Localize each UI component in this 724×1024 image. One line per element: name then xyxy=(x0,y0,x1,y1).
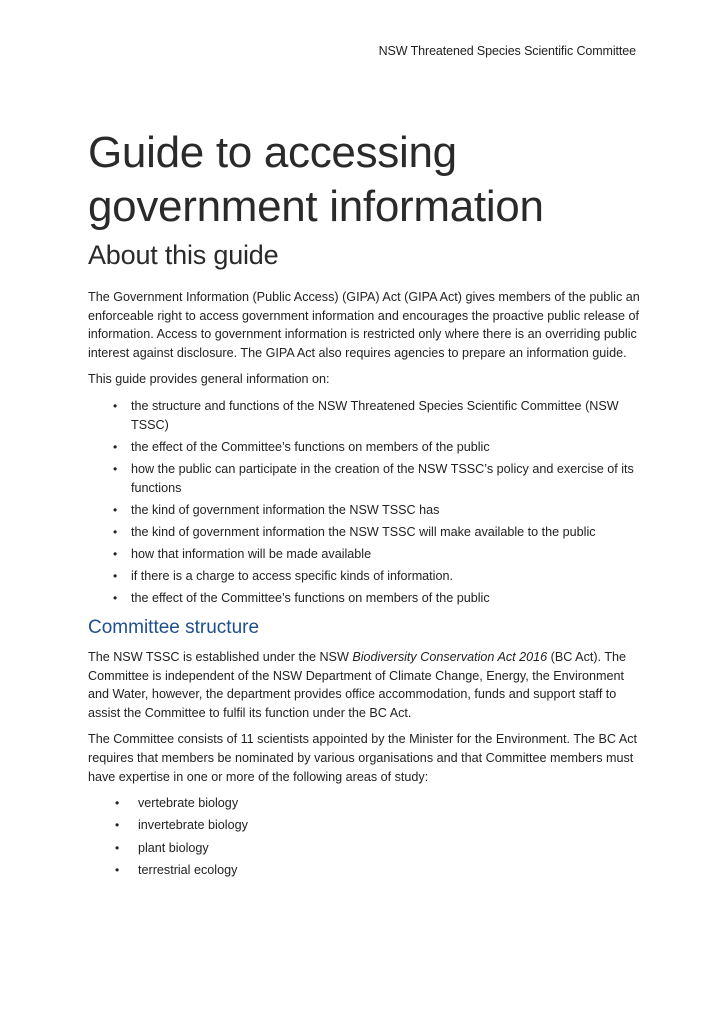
list-item: • the effect of the Committee’s functions on members of the public xyxy=(88,589,640,608)
bullet-icon: • xyxy=(115,796,120,811)
bullet-icon: • xyxy=(113,461,118,476)
list-item: • the kind of government information the NSW TSSC will make available to the public xyxy=(88,523,640,542)
list-item: • the kind of government information the NSW TSSC has xyxy=(88,501,640,520)
list-item: • terrestrial ecology xyxy=(88,861,640,880)
list-item: • the effect of the Committee’s functions on members of the public xyxy=(88,438,640,457)
guide-topics-list xyxy=(88,397,640,608)
running-header: NSW Threatened Species Scientific Committee xyxy=(378,44,636,58)
list-item: • plant biology xyxy=(88,839,640,858)
act-name: Biodiversity Conservation Act 2016 xyxy=(352,650,548,665)
bullet-icon: • xyxy=(113,524,118,539)
bullet-icon: • xyxy=(113,398,118,413)
section-heading-committee-structure: Committee structure xyxy=(88,617,260,639)
list-item: • how that information will be made available xyxy=(88,545,640,564)
bullet-icon: • xyxy=(115,818,120,833)
list-item: • how the public can participate in the creation of the NSW TSSC’s policy and exercise of its functions xyxy=(113,461,634,495)
bullet-icon: • xyxy=(113,547,118,562)
main-content xyxy=(88,126,640,883)
committee-paragraph-1: The NSW TSSC is established under the NSW Biodiversity Conservation Act 2016 (BC Act). The Committee is independent of the NSW Department of Climate Change, Energy, the Environment and Water, however, the department provides office accommodation, funds and support staff to assist the Committee to fulfil its function under the BC Act. xyxy=(88,650,627,720)
page-title xyxy=(88,126,640,234)
bullet-icon: • xyxy=(115,862,120,877)
list-item: • the structure and functions of the NSW Threatened Species Scientific Committee (NSW TSSC) xyxy=(113,398,619,432)
bullet-icon: • xyxy=(115,840,120,855)
expertise-areas-list xyxy=(88,794,640,879)
bullet-icon: • xyxy=(113,591,118,606)
bullet-icon: • xyxy=(113,502,118,517)
page-subtitle: About this guide xyxy=(88,240,279,270)
bullet-icon: • xyxy=(113,439,118,454)
intro-list-lead: This guide provides general information on: xyxy=(88,372,330,387)
list-item: • vertebrate biology xyxy=(88,794,640,813)
page-title-line-1: Guide to accessing xyxy=(88,128,457,177)
committee-paragraph-2: The Committee consists of 11 scientists appointed by the Minister for the Environment. The BC Act requires that members be nominated by various organisations and that Committee members must have expertise in one or more of the following areas of study: xyxy=(88,732,638,784)
list-item: • invertebrate biology xyxy=(88,816,640,835)
page-title-line-2: government information xyxy=(88,182,544,231)
intro-paragraph: The Government Information (Public Access) (GIPA) Act (GIPA Act) gives members of the public an enforceable right to access government information and encourages the proactive public release of information. Access to government information is restricted only where there is an overriding public interest against disclosure. The GIPA Act also requires agencies to prepare an information guide. xyxy=(88,290,640,360)
bullet-icon: • xyxy=(113,569,118,584)
list-item: • if there is a charge to access specific kinds of information. xyxy=(88,567,640,586)
